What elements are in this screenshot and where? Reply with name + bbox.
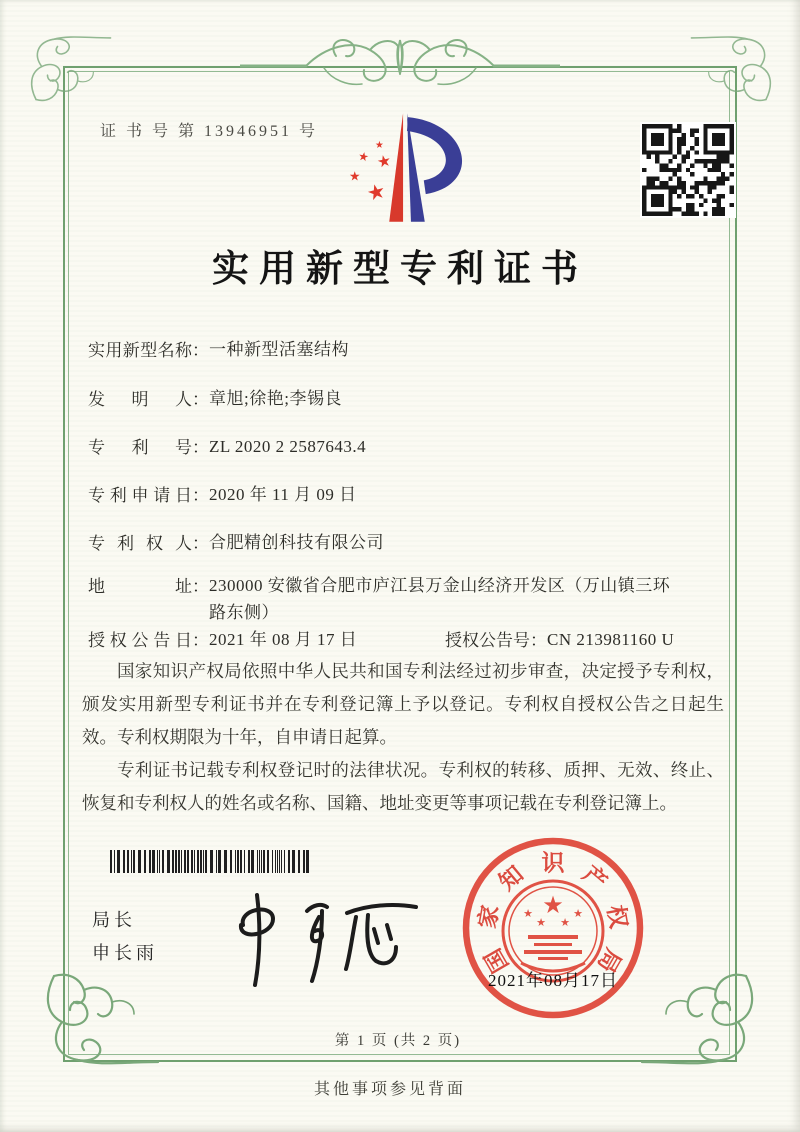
svg-text:★: ★ — [560, 916, 570, 929]
certificate-title: 实用新型专利证书 — [212, 249, 588, 290]
svg-text:★: ★ — [357, 148, 371, 165]
field-label: 发明人 — [88, 390, 192, 409]
svg-text:★: ★ — [536, 916, 546, 929]
svg-text:★: ★ — [348, 169, 361, 185]
field-value: 章旭;徐艳;李锡良 — [209, 389, 342, 408]
field-value: CN 213981160 U — [547, 630, 675, 649]
commissioner-name: 申长雨 — [92, 943, 158, 963]
barcode — [110, 850, 310, 873]
field-row-grant — [88, 626, 748, 653]
svg-text:★: ★ — [523, 907, 533, 920]
field-row-filing-date — [88, 481, 357, 508]
field-value: 合肥精创科技有限公司 — [209, 533, 384, 552]
certificate-number: 证 书 号 第 13946951 号 — [100, 123, 319, 140]
field-label: 授权公告号 — [445, 631, 530, 650]
cnipa-official-seal — [458, 833, 648, 1023]
field-colon: ： — [192, 438, 209, 457]
svg-text:★: ★ — [375, 150, 393, 172]
field-colon: ： — [530, 631, 547, 650]
field-row-patent-number — [88, 433, 366, 460]
seal-date: 2021年08月17日 — [488, 971, 618, 990]
field-value: 2020 年 11 月 09 日 — [209, 485, 357, 504]
back-side-note: 其他事项参见背面 — [313, 1081, 466, 1098]
legal-paragraph-2: 专利证书记载专利权登记时的法律状况。专利权的转移、质押、无效、终止、恢复和专利权人的姓名或名称、国籍、地址变更等事项记载在专利登记簿上。 — [82, 760, 724, 813]
field-label: 专利申请日 — [88, 486, 192, 505]
svg-text:★: ★ — [573, 907, 583, 920]
field-colon: ： — [192, 341, 209, 360]
field-label: 地址 — [88, 577, 192, 596]
field-value: 230000 安徽省合肥市庐江县万金山经济开发区（万山镇三环路东侧） — [209, 576, 671, 622]
field-label: 专利号 — [88, 438, 192, 457]
page-number: 第 1 页 (共 2 页) — [334, 1033, 462, 1049]
cnipa-logo — [333, 100, 481, 236]
legal-text — [82, 655, 724, 820]
field-value: 2021 年 08 月 17 日 — [209, 630, 358, 649]
legal-paragraph-1: 国家知识产权局依照中华人民共和国专利法经过初步审查，决定授予专利权，颁发实用新型专利证书并在专利登记簿上予以登记。专利权自授权公告之日起生效。专利权期限为十年，自申请日起算。 — [82, 661, 724, 747]
field-value: 一种新型活塞结构 — [209, 340, 349, 359]
svg-text:★: ★ — [542, 891, 564, 919]
commissioner-title: 局长 — [92, 910, 136, 930]
svg-text:★: ★ — [374, 139, 384, 151]
logo-stars — [349, 140, 393, 206]
grant-number-pair — [445, 626, 674, 653]
field-row-patentee — [88, 529, 384, 556]
svg-text:★: ★ — [364, 178, 389, 207]
field-colon: ： — [192, 534, 209, 553]
field-row-address — [88, 572, 687, 626]
field-colon: ： — [192, 390, 209, 409]
field-colon: ： — [192, 631, 209, 650]
commissioner-signature — [215, 885, 425, 990]
field-label: 专利权人 — [88, 534, 192, 553]
seal-arc-text: 国 家 知 识 产 权 局 — [474, 850, 632, 977]
field-label: 授权公告日 — [88, 631, 192, 650]
field-label: 实用新型名称 — [88, 341, 192, 360]
field-colon: ： — [192, 577, 209, 596]
field-value: ZL 2020 2 2587643.4 — [209, 437, 367, 456]
qr-code — [640, 122, 736, 218]
field-colon: ： — [192, 486, 209, 505]
field-row-inventors — [88, 385, 342, 412]
field-row-name — [88, 336, 349, 363]
